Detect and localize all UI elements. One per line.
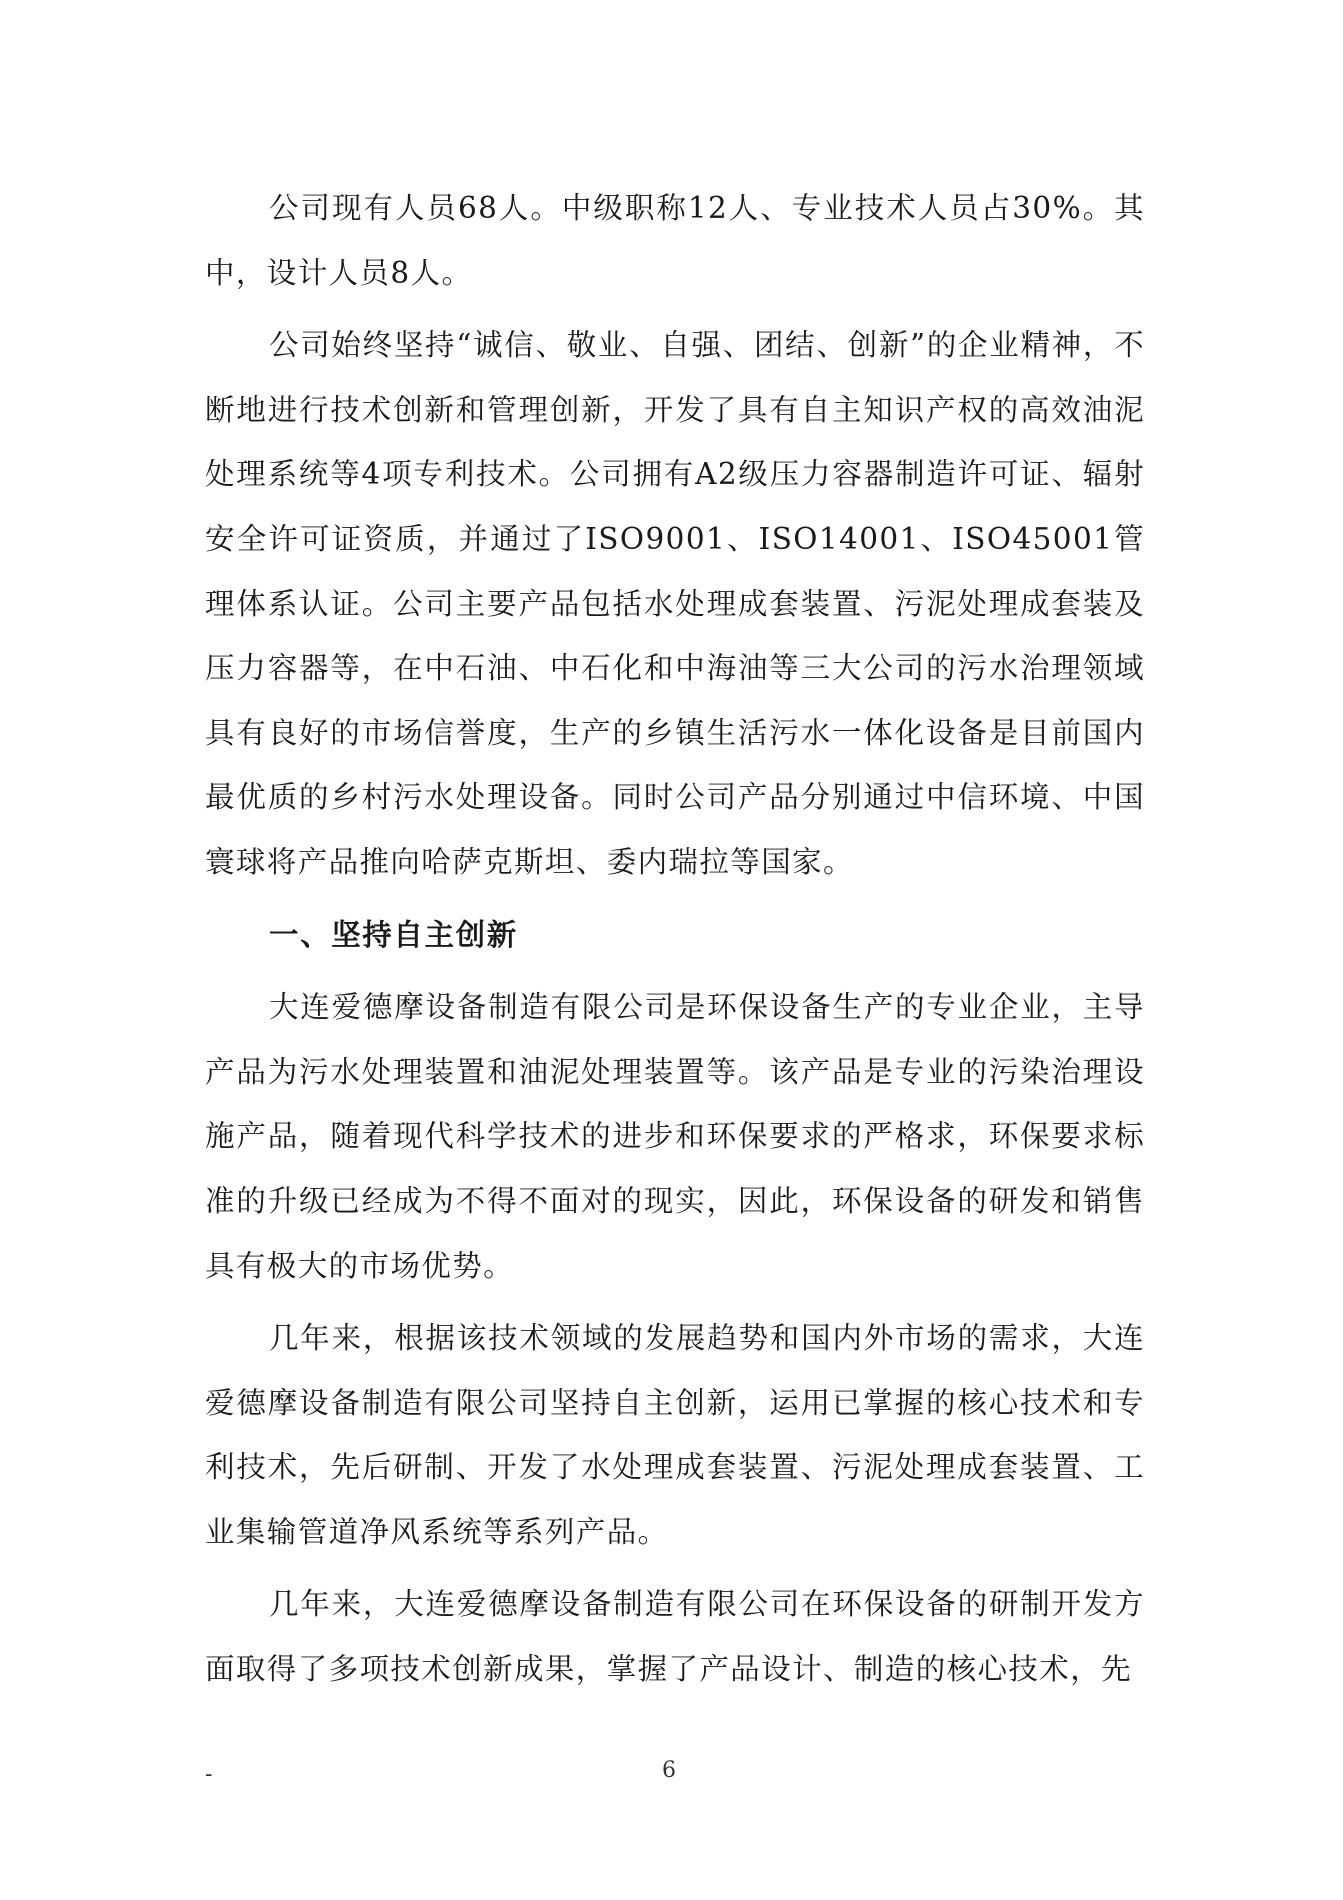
document-body <box>205 176 1145 1710</box>
paragraph-staff: 公司现有人员68人。中级职称12人、专业技术人员占30%。其中，设计人员8人。 <box>205 191 1145 290</box>
paragraph-achievements: 几年来，大连爱德摩设备制造有限公司在环保设备的研制开发方面取得了多项技术创新成果，掌握了产品设计、制造的核心技术，先 <box>205 1587 1145 1687</box>
paragraph-main-products: 大连爱德摩设备制造有限公司是环保设备生产的专业企业，主导产品为污水处理装置和油泥处理装置等。该产品是专业的污染治理设施产品，随着现代科学技术的进步和环保要求的严格求，环保要求标准的升级已经成为不得不面对的现实，因此，环保设备的研发和销售具有极大的市场优势。 <box>205 990 1145 1283</box>
paragraph-company-overview: 公司始终坚持“诚信、敬业、自强、团结、创新”的企业精神，不断地进行技术创新和管理创新，开发了具有自主知识产权的高效油泥处理系统等4项专利技术。公司拥有A2级压力容器制造许可证、辐射安全许可证资质，并通过了ISO9001、ISO14001、ISO45001管理体系认证。公司主要产品包括水处理成套装置、污泥处理成套装及压力容器等，在中石油、中石化和中海油等三大公司的污水治理领域具有良好的市场信誉度，生产的乡镇生活污水一体化设备是目前国内最优质的乡村污水处理设备。同时公司产品分别通过中信环境、中国寰球将产品推向哈萨克斯坦、委内瑞拉等国家。 <box>205 328 1145 879</box>
paragraph-innovation: 几年来，根据该技术领域的发展趋势和国内外市场的需求，大连爱德摩设备制造有限公司坚持自主创新，运用已掌握的核心技术和专利技术，先后研制、开发了水处理成套装置、污泥处理成套装置、工业集输管道净风系统等系列产品。 <box>205 1321 1145 1549</box>
page-number: 6 <box>662 1758 676 1783</box>
footer-dash: - <box>205 1762 213 1787</box>
section-heading: 一、坚持自主创新 <box>269 917 518 952</box>
